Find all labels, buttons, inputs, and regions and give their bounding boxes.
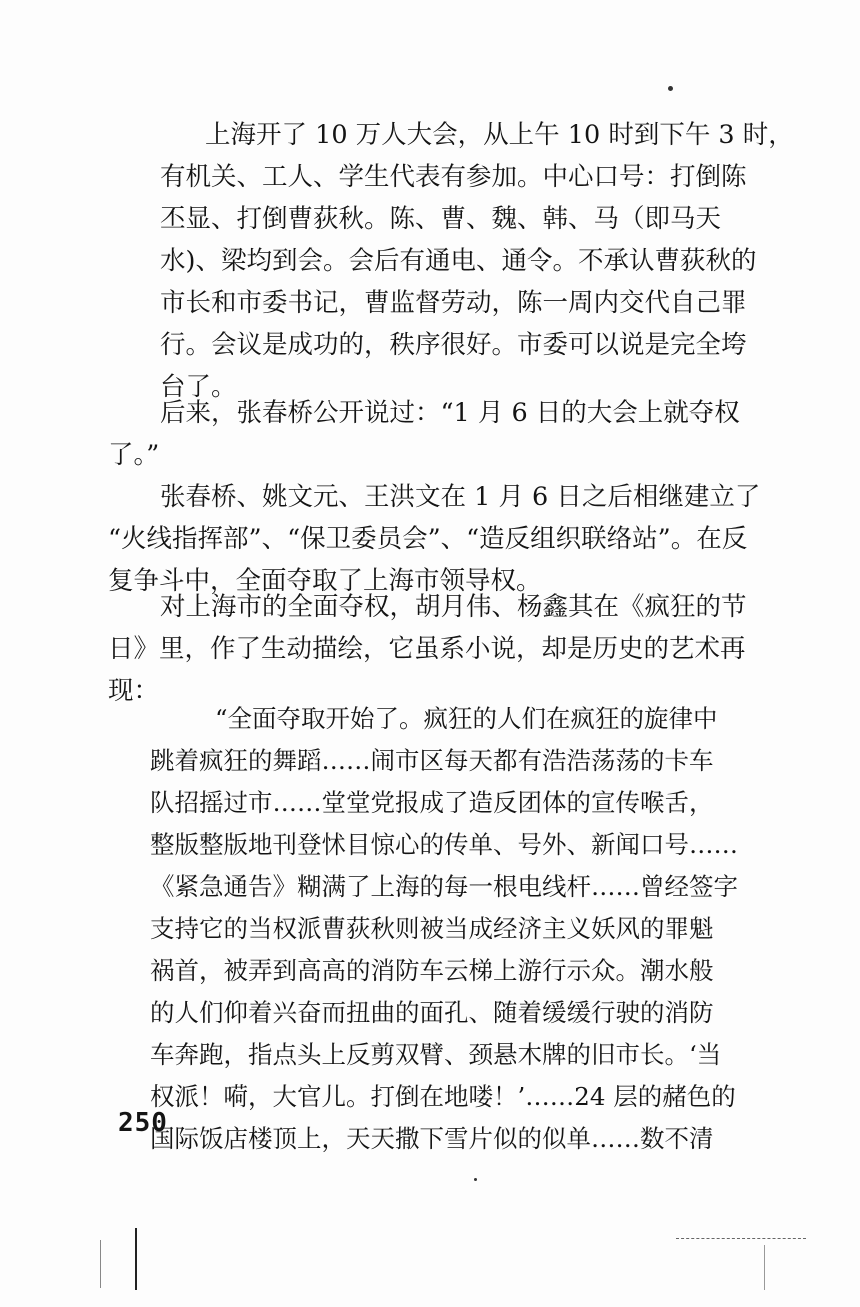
quote-line: 国际饭店楼顶上，天天撒下雪片似的似单……数不清	[150, 1124, 714, 1153]
text-line: 水)、梁均到会。会后有通电、通令。不承认曹荻秋的	[160, 246, 757, 276]
text-line: 行。会议是成功的，秩序很好。市委可以说是完全垮	[160, 330, 747, 360]
quote-line: 《紧急通告》糊满了上海的每一根电线杆……曾经签字	[150, 872, 738, 901]
scan-speck	[474, 1178, 477, 1181]
binding-edge-line	[100, 1240, 101, 1288]
text-line: 丕显、打倒曹荻秋。陈、曹、魏、韩、马（即马天	[160, 204, 722, 234]
text-line: 有机关、工人、学生代表有参加。中心口号：打倒陈	[160, 162, 747, 192]
scan-edge-dash	[676, 1238, 806, 1240]
text-line: 复争斗中，全面夺取了上海市领导权。	[108, 566, 542, 596]
page-number: 250	[118, 1108, 168, 1138]
scan-speck	[668, 86, 673, 91]
text-line: 对上海市的全面夺权，胡月伟、杨鑫其在《疯狂的节	[160, 592, 747, 622]
text-line: 现：	[108, 676, 160, 706]
text-line: 台了。	[160, 372, 237, 402]
quote-line: 的人们仰着兴奋而扭曲的面孔、随着缓缓行驶的消防	[150, 998, 714, 1027]
quote-line: “全面夺取开始了。疯狂的人们在疯狂的旋律中	[215, 704, 718, 733]
quote-line: 权派！嗬，大官儿。打倒在地喽！’……24 层的赭色的	[150, 1082, 736, 1111]
text-line: “火线指挥部”、“保卫委员会”、“造反组织联络站”。在反	[108, 524, 748, 554]
scan-edge-line	[764, 1245, 765, 1290]
text-line: 后来，张春桥公开说过：“1 月 6 日的大会上就夺权	[160, 398, 740, 428]
text-line: 了。”	[108, 440, 160, 470]
text-line: 张春桥、姚文元、王洪文在 1 月 6 日之后相继建立了	[160, 482, 761, 512]
text-line: 日》里，作了生动描绘，它虽系小说，却是历史的艺术再	[108, 634, 746, 664]
quote-line: 祸首，被弄到高高的消防车云梯上游行示众。潮水般	[150, 956, 714, 985]
binding-edge-line	[135, 1228, 137, 1290]
text-line: 市长和市委书记，曹监督劳动，陈一周内交代自己罪	[160, 288, 747, 318]
text-line: 上海开了 10 万人大会，从上午 10 时到下午 3 时，	[205, 120, 794, 150]
quote-line: 跳着疯狂的舞蹈……闹市区每天都有浩浩荡荡的卡车	[150, 746, 714, 775]
quote-line: 车奔跑，指点头上反剪双臂、颈悬木牌的旧市长。‘当	[150, 1040, 722, 1069]
quote-line: 整版整版地刊登怵目惊心的传单、号外、新闻口号……	[150, 830, 738, 859]
quote-line: 队招摇过市……堂堂党报成了造反团体的宣传喉舌，	[150, 788, 714, 817]
quote-line: 支持它的当权派曹荻秋则被当成经济主义妖风的罪魁	[150, 914, 714, 943]
